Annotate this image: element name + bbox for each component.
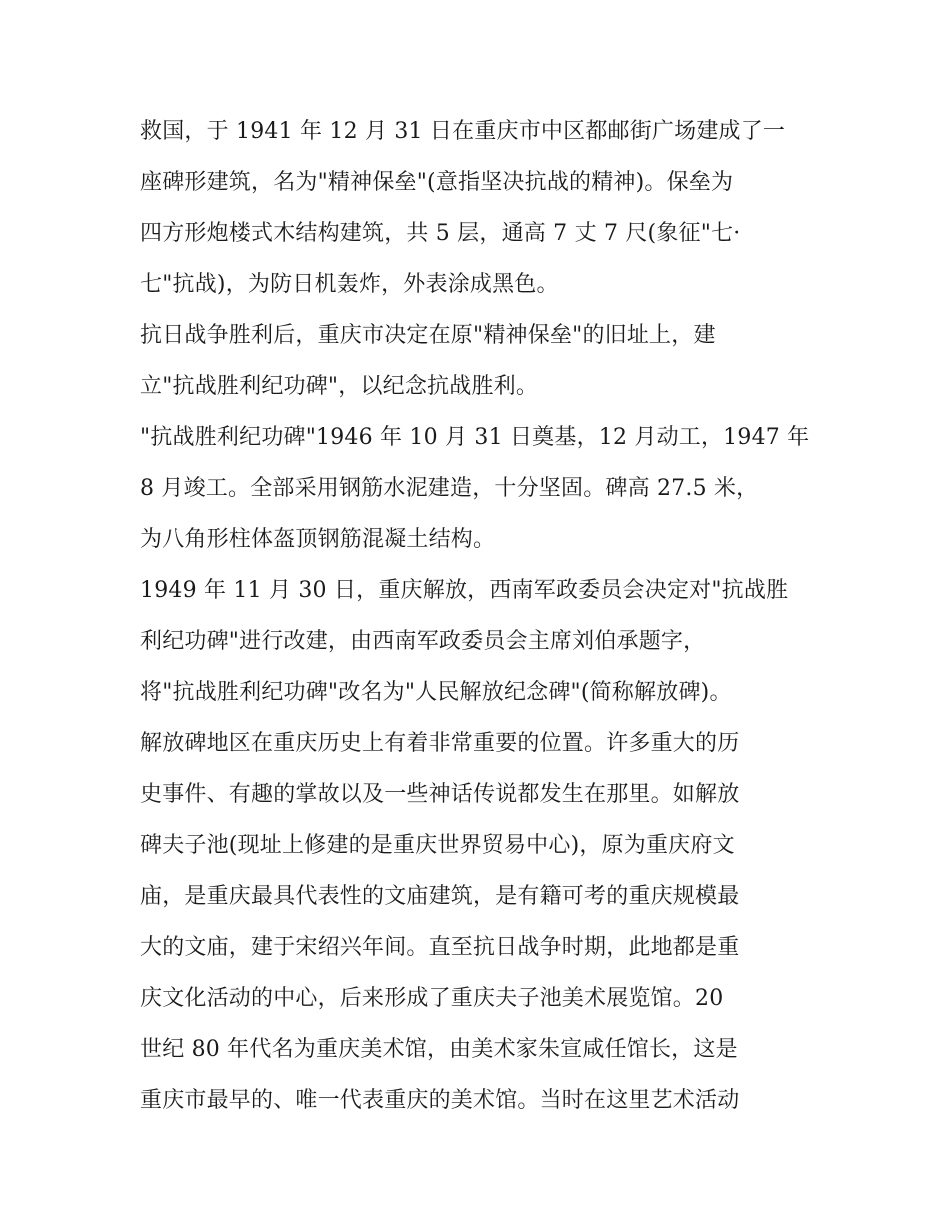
text-line-20: 重庆市最早的、唯一代表重庆的美术馆。当时在这里艺术活动 [140, 1088, 740, 1113]
text-line-10: 1949 年 11 月 30 日，重庆解放，西南军政委员会决定对"抗战胜 [140, 578, 789, 603]
text-line-2: 座碑形建筑，名为"精神保垒"(意指坚决抗战的精神)。保垒为 [140, 170, 734, 195]
text-line-14: 史事件、有趣的掌故以及一些神话传说都发生在那里。如解放 [140, 782, 740, 807]
text-line-17: 大的文庙，建于宋绍兴年间。直至抗日战争时期，此地都是重 [140, 935, 740, 960]
text-line-13: 解放碑地区在重庆历史上有着非常重要的位置。许多重大的历 [140, 731, 740, 756]
text-line-19: 世纪 80 年代名为重庆美术馆，由美术家朱宣咸任馆长，这是 [140, 1037, 738, 1062]
text-line-15: 碑夫子池(现址上修建的是重庆世界贸易中心)，原为重庆府文 [140, 833, 735, 858]
text-line-11: 利纪功碑"进行改建，由西南军政委员会主席刘伯承题字， [140, 629, 706, 654]
body-text [140, 106, 830, 1126]
text-line-3: 四方形炮楼式木结构建筑，共 5 层，通高 7 丈 7 尺(象征"七· [140, 221, 741, 246]
text-line-9: 为八角形柱体盔顶钢筋混凝土结构。 [140, 527, 496, 552]
text-line-4: 七"抗战)，为防日机轰炸，外表涂成黑色。 [140, 272, 559, 297]
text-line-16: 庙，是重庆最具代表性的文庙建筑，是有籍可考的重庆规模最 [140, 884, 740, 909]
text-line-8: 8 月竣工。全部采用钢筋水泥建造，十分坚固。碑高 27.5 米， [140, 476, 759, 501]
text-line-5: 抗日战争胜利后，重庆市决定在原"精神保垒"的旧址上，建 [140, 323, 716, 348]
text-line-18: 庆文化活动的中心，后来形成了重庆夫子池美术展览馆。20 [140, 986, 724, 1011]
text-line-7: "抗战胜利纪功碑"1946 年 10 月 31 日奠基，12 月动工，1947 年 [140, 425, 810, 450]
text-line-1: 救国，于 1941 年 12 月 31 日在重庆市中区都邮街广场建成了一 [140, 119, 786, 144]
text-line-12: 将"抗战胜利纪功碑"改名为"人民解放纪念碑"(简称解放碑)。 [140, 680, 732, 705]
text-line-6: 立"抗战胜利纪功碑"，以纪念抗战胜利。 [140, 374, 539, 399]
